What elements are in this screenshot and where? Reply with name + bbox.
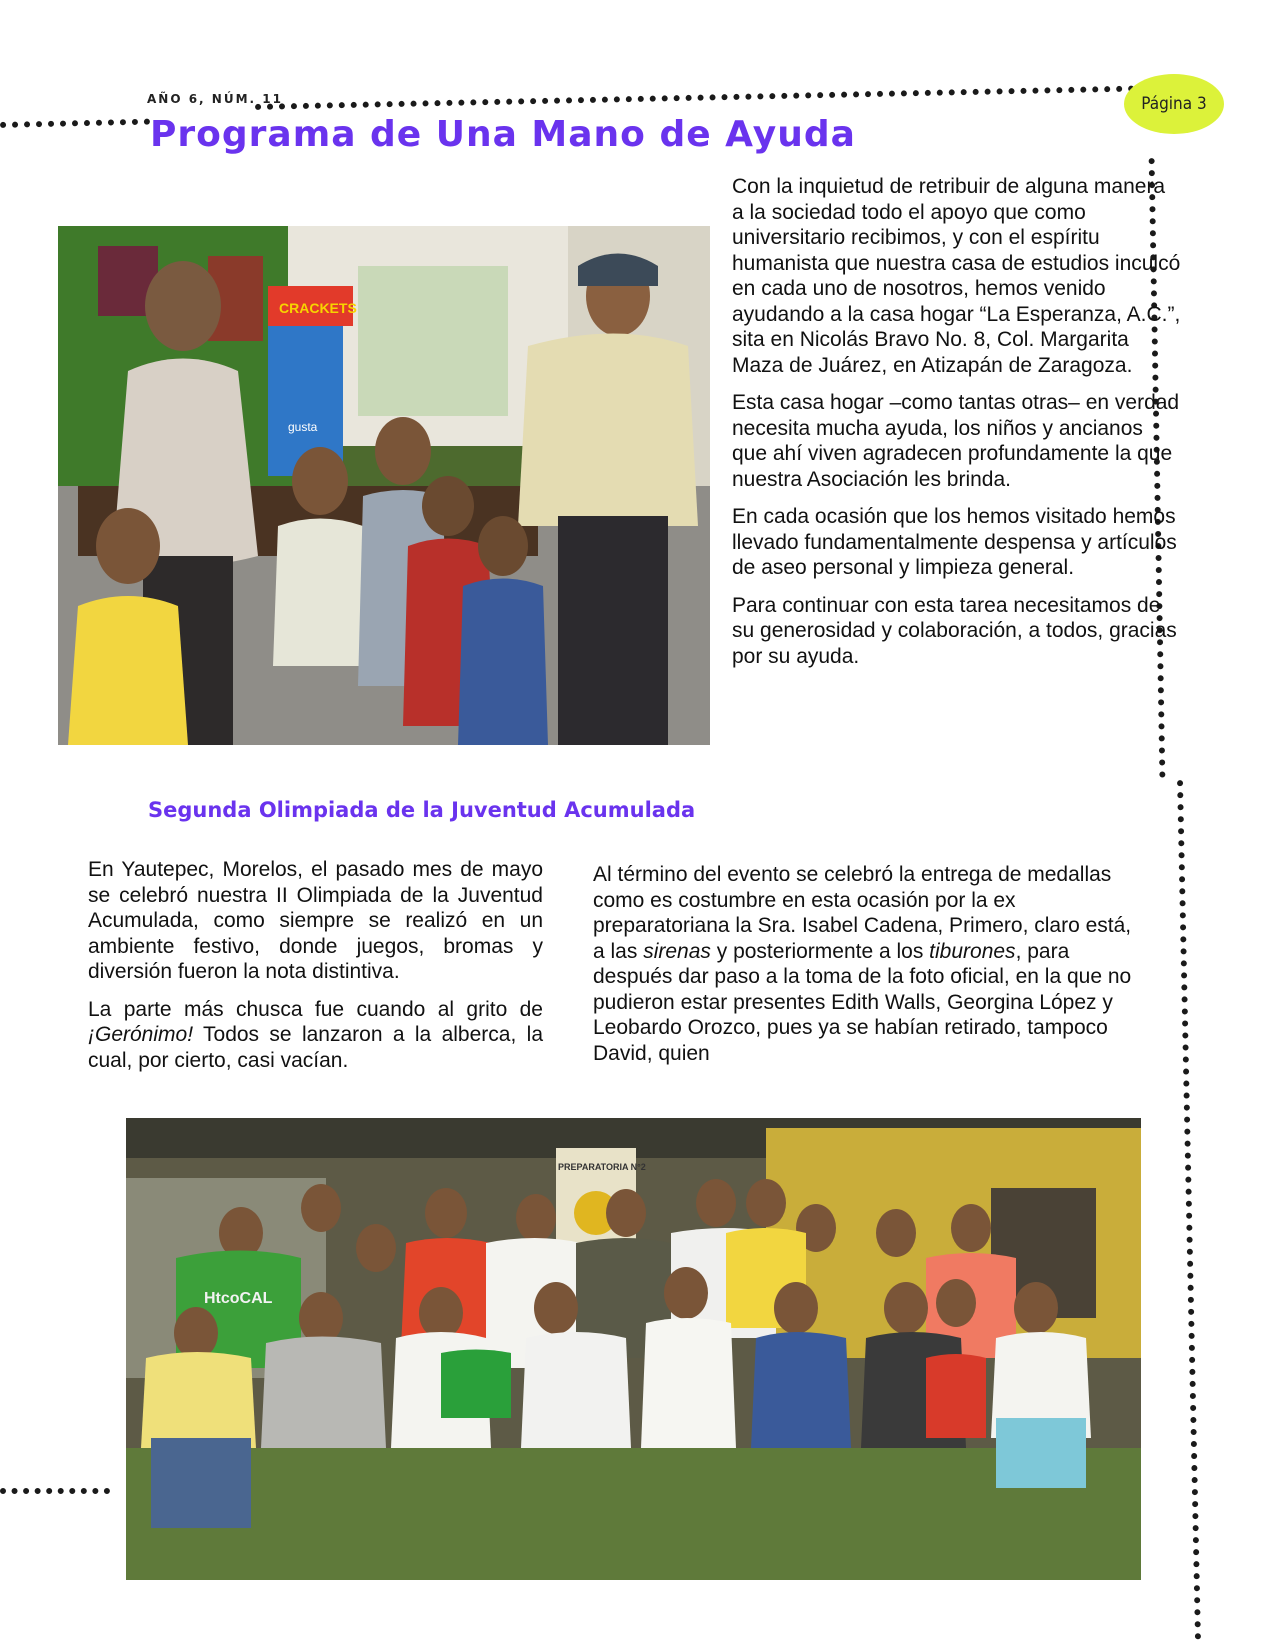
article-paragraph: Con la inquietud de retribuir de alguna manera a la sociedad todo el apoyo que como universitario recibimos, y con el espíritu humanista que nuestra casa de estudios inculcó en cada uno de nosotros, hemos venido ayudando a la casa hogar “La Esperanza, A.C.”, sita en Nicolás Bravo No. 8, Col. Margarita Maza de Juárez, en Atizapán de Zaragoza. xyxy=(732,175,1181,377)
page-number-label: Página 3 xyxy=(1141,94,1207,114)
article-paragraph: En cada ocasión que los hemos visitado hemos llevado fundamentalmente despensa y artículos de aseo personal y limpieza general. xyxy=(732,505,1177,579)
casa-hogar-photo xyxy=(58,226,710,745)
right-dotted-border-lower xyxy=(1177,780,1207,1640)
olimpiada-paragraph xyxy=(88,997,543,1074)
italic-text: ¡Gerónimo! xyxy=(88,1023,194,1046)
article-body xyxy=(732,174,1182,681)
article-paragraph: Esta casa hogar –como tantas otras– en verdad necesita mucha ayuda, los niños y ancianos que ahí viven agradecen profundamente la que nuestra Asociación les brinda. xyxy=(732,391,1180,491)
banner-label: PREPARATORIA N°2 xyxy=(558,1162,646,1172)
article-paragraph: Para continuar con esta tarea necesitamos de su generosidad y colaboración, a todos, gracias por su ayuda. xyxy=(732,593,1177,668)
article-title: Programa de Una Mano de Ayuda xyxy=(150,114,856,155)
text-run: Al término del evento se celebró la entrega de medallas como es costumbre en esta ocasión por la ex preparatoriana la Sra. Isabel Cadena, Primero, claro está, a las xyxy=(593,863,1132,963)
text-run: , para después dar paso a la toma de la foto oficial, en la que no pudieron estar presentes Edith Walls, Georgina López y Leobardo Orozco, pues ya se habían retirado, tampoco David, quien xyxy=(593,939,1132,1065)
shirt-label: HtcoCAL xyxy=(204,1290,273,1307)
crackets-box-label: CRACKETS xyxy=(279,300,357,316)
left-dotted-mark xyxy=(0,1488,110,1500)
text-run: y posteriormente a los xyxy=(710,939,930,963)
section-title: Segunda Olimpiada de la Juventud Acumulada xyxy=(148,798,696,822)
olimpiada-left-column xyxy=(88,857,543,1085)
olimpiada-paragraph xyxy=(593,862,1148,1066)
page-number-badge xyxy=(1124,74,1224,134)
top-dotted-border-right xyxy=(255,86,1135,116)
text-run: La parte más chusca fue cuando al grito de xyxy=(88,997,543,1021)
text-run: Todos se lanzaron a la alberca, la cual, por cierto, casi vacían. xyxy=(88,1023,543,1072)
top-dotted-border xyxy=(0,119,150,134)
olimpiada-paragraph: En Yautepec, Morelos, el pasado mes de mayo se celebró nuestra II Olimpiada de la Juventud Acumulada, como siempre se realizó en un ambiente festivo, donde juegos, bromas y diversión fueron la nota distintiva. xyxy=(88,858,543,983)
italic-text: tiburones xyxy=(929,939,1016,963)
italic-text: sirenas xyxy=(643,939,711,963)
group-photo xyxy=(126,1118,1141,1580)
olimpiada-right-column xyxy=(593,862,1148,1078)
milk-box-label: gusta xyxy=(288,420,318,434)
issue-number: AÑO 6, NÚM. 11 xyxy=(147,92,283,106)
